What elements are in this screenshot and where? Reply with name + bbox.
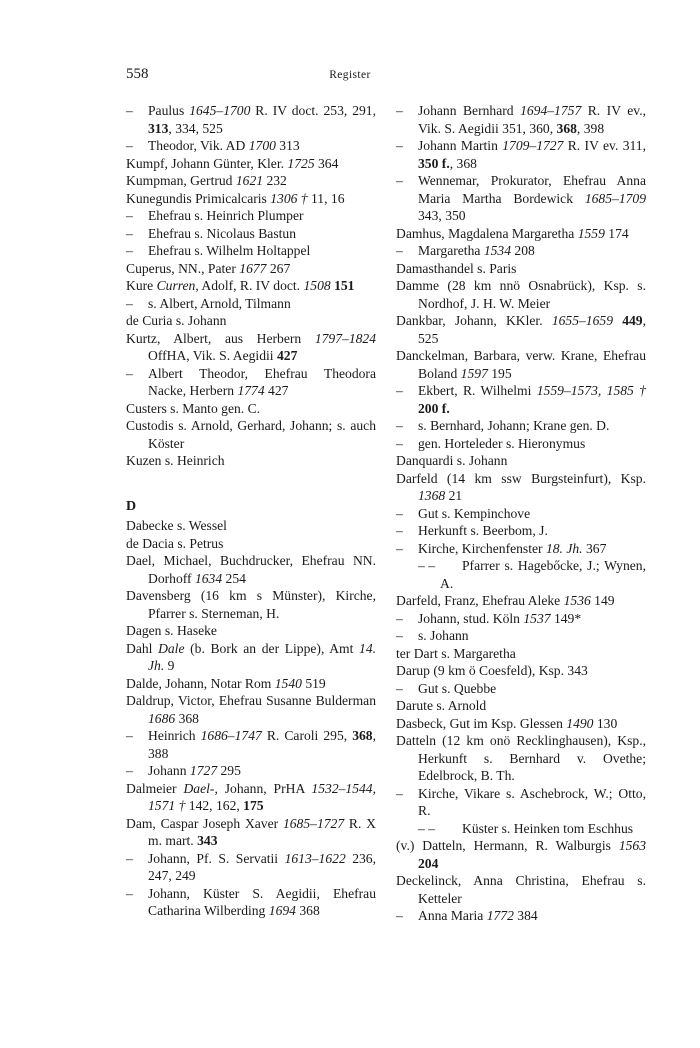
index-entry: – Johann Martin 1709–1727 R. IV ev. 311, 350 f., 368 bbox=[396, 138, 646, 171]
index-entry: – Johann Bernhard 1694–1757 R. IV ev., Vik. S. Aegidii 351, 360, 368, 398 bbox=[396, 103, 646, 136]
index-entry: Damasthandel s. Paris bbox=[396, 260, 517, 276]
right-column bbox=[396, 102, 646, 925]
index-entry: – Gut s. Quebbe bbox=[396, 680, 497, 696]
index-entry: Custodis s. Arnold, Gerhard, Johann; s. auch Köster bbox=[126, 418, 376, 451]
index-entry: Damhus, Magdalena Margaretha 1559 174 bbox=[396, 225, 629, 241]
index-entry: – – Küster s. Heinken tom Eschhus bbox=[418, 820, 634, 836]
index-entry: – Johann, stud. Köln 1537 149* bbox=[396, 610, 582, 626]
index-entry: Cuperus, NN., Pater 1677 267 bbox=[126, 260, 291, 276]
index-entry: Dam, Caspar Joseph Xaver 1685–1727 R. X m. mart. 343 bbox=[126, 815, 376, 848]
running-head: Register bbox=[329, 69, 371, 81]
index-entry: – s. Bernhard, Johann; Krane gen. D. bbox=[396, 418, 610, 433]
index-entry: – Kirche, Kirchenfenster 18. Jh. 367 bbox=[396, 540, 607, 556]
index-entry: – Anna Maria 1772 384 bbox=[396, 908, 538, 923]
index-entry: Kure Curren, Adolf, R. IV doct. 1508 151 bbox=[126, 278, 355, 293]
index-entry: – gen. Horteleder s. Hieronymus bbox=[396, 435, 586, 451]
index-entry: – Margaretha 1534 208 bbox=[396, 243, 535, 258]
index-entry: (v.) Datteln, Hermann, R. Walburgis 1563 204 bbox=[396, 838, 646, 871]
index-entry: Daldrup, Victor, Ehefrau Susanne Bulderman 1686 368 bbox=[126, 693, 376, 726]
index-entry: Darfeld, Franz, Ehefrau Aleke 1536 149 bbox=[396, 593, 615, 608]
index-entry: – Johann, Küster S. Aegidii, Ehefrau Catharina Wilberding 1694 368 bbox=[126, 885, 376, 918]
index-entry: – Kirche, Vikare s. Aschebrock, W.; Otto, R. bbox=[396, 785, 646, 818]
index-entry: Kunegundis Primicalcaris 1306 † 11, 16 bbox=[126, 190, 345, 206]
left-column bbox=[126, 102, 376, 920]
index-entry: Dahl Dale (b. Bork an der Lippe), Amt 14. Jh. 9 bbox=[126, 640, 377, 673]
index-entry: ter Dart s. Margaretha bbox=[396, 645, 516, 661]
index-entry: Dagen s. Haseke bbox=[126, 623, 217, 638]
index-entry: de Curia s. Johann bbox=[126, 313, 227, 328]
index-entry: Danquardi s. Johann bbox=[396, 453, 508, 468]
index-entry: Deckelinck, Anna Christina, Ehefrau s. Ketteler bbox=[396, 873, 646, 906]
index-entry: – Paulus 1645–1700 R. IV doct. 253, 291, 313, 334, 525 bbox=[126, 103, 376, 136]
index-entry: Kumpf, Johann Günter, Kler. 1725 364 bbox=[126, 155, 339, 171]
index-entry: – s. Albert, Arnold, Tilmann bbox=[126, 295, 291, 311]
index-entry: – Ekbert, R. Wilhelmi 1559–1573, 1585 † 200 f. bbox=[396, 383, 646, 416]
index-entry: – Gut s. Kempinchove bbox=[396, 505, 531, 521]
index-entry: – Ehefrau s. Wilhelm Holtappel bbox=[126, 243, 311, 258]
index-entry: Kurtz, Albert, aus Herbern 1797–1824 OffHA, Vik. S. Aegidii 427 bbox=[126, 330, 376, 363]
index-entry: – Johann 1727 295 bbox=[126, 763, 241, 778]
section-heading: D bbox=[126, 498, 137, 514]
page-number: 558 bbox=[126, 66, 149, 82]
index-entry: – Johann, Pf. S. Servatii 1613–1622 236, 247, 249 bbox=[126, 850, 377, 883]
index-entry: Darup (9 km ö Coesfeld), Ksp. 343 bbox=[396, 663, 588, 678]
index-entry: – Theodor, Vik. AD 1700 313 bbox=[126, 138, 300, 153]
index-entry: – – Pfarrer s. Hagebőcke, J.; Wynen, A. bbox=[418, 558, 646, 591]
index-entry: Kumpman, Gertrud 1621 232 bbox=[126, 173, 287, 188]
index-entry: Dalde, Johann, Notar Rom 1540 519 bbox=[126, 675, 326, 691]
index-entry: – Heinrich 1686–1747 R. Caroli 295, 368, 388 bbox=[126, 728, 376, 761]
index-entry: Kuzen s. Heinrich bbox=[126, 453, 225, 468]
index-entry: – Herkunft s. Beerbom, J. bbox=[396, 523, 548, 538]
index-entry: – s. Johann bbox=[396, 628, 469, 643]
index-entry: Dasbeck, Gut im Ksp. Glessen 1490 130 bbox=[396, 715, 618, 731]
index-entry: Darute s. Arnold bbox=[396, 698, 487, 713]
index-entry: Dankbar, Johann, KKler. 1655–1659 449, 525 bbox=[396, 313, 646, 346]
index-entry: – Ehefrau s. Heinrich Plumper bbox=[126, 208, 304, 223]
index-entry: Darfeld (14 km ssw Burgsteinfurt), Ksp. 1368 21 bbox=[396, 470, 646, 503]
index-entry: Danckelman, Barbara, verw. Krane, Ehefrau Boland 1597 195 bbox=[396, 348, 646, 381]
index-entry: Dalmeier Dael-, Johann, PrHA 1532–1544, 1571 † 142, 162, 175 bbox=[126, 780, 376, 813]
index-entry: Dael, Michael, Buchdrucker, Ehefrau NN. Dorhoff 1634 254 bbox=[126, 553, 376, 586]
index-entry: – Ehefrau s. Nicolaus Bastun bbox=[126, 225, 296, 241]
index-entry: Damme (28 km nnö Osnabrück), Ksp. s. Nordhof, J. H. W. Meier bbox=[396, 278, 646, 311]
index-entry: – Wennemar, Prokurator, Ehefrau Anna Maria Martha Bordewick 1685–1709 343, 350 bbox=[396, 173, 646, 223]
index-entry: Datteln (12 km onö Recklinghausen), Ksp., Herkunft s. Bernhard v. Ovethe; Edelbrock, B. Th. bbox=[396, 733, 646, 783]
index-entry: Custers s. Manto gen. C. bbox=[126, 400, 261, 416]
index-entry: – Albert Theodor, Ehefrau Theodora Nacke, Herbern 1774 427 bbox=[126, 365, 376, 398]
index-entry: Dabecke s. Wessel bbox=[126, 518, 227, 533]
index-entry: de Dacia s. Petrus bbox=[126, 535, 224, 551]
index-entry: Davensberg (16 km s Münster), Kirche, Pfarrer s. Sterneman, H. bbox=[126, 588, 376, 621]
